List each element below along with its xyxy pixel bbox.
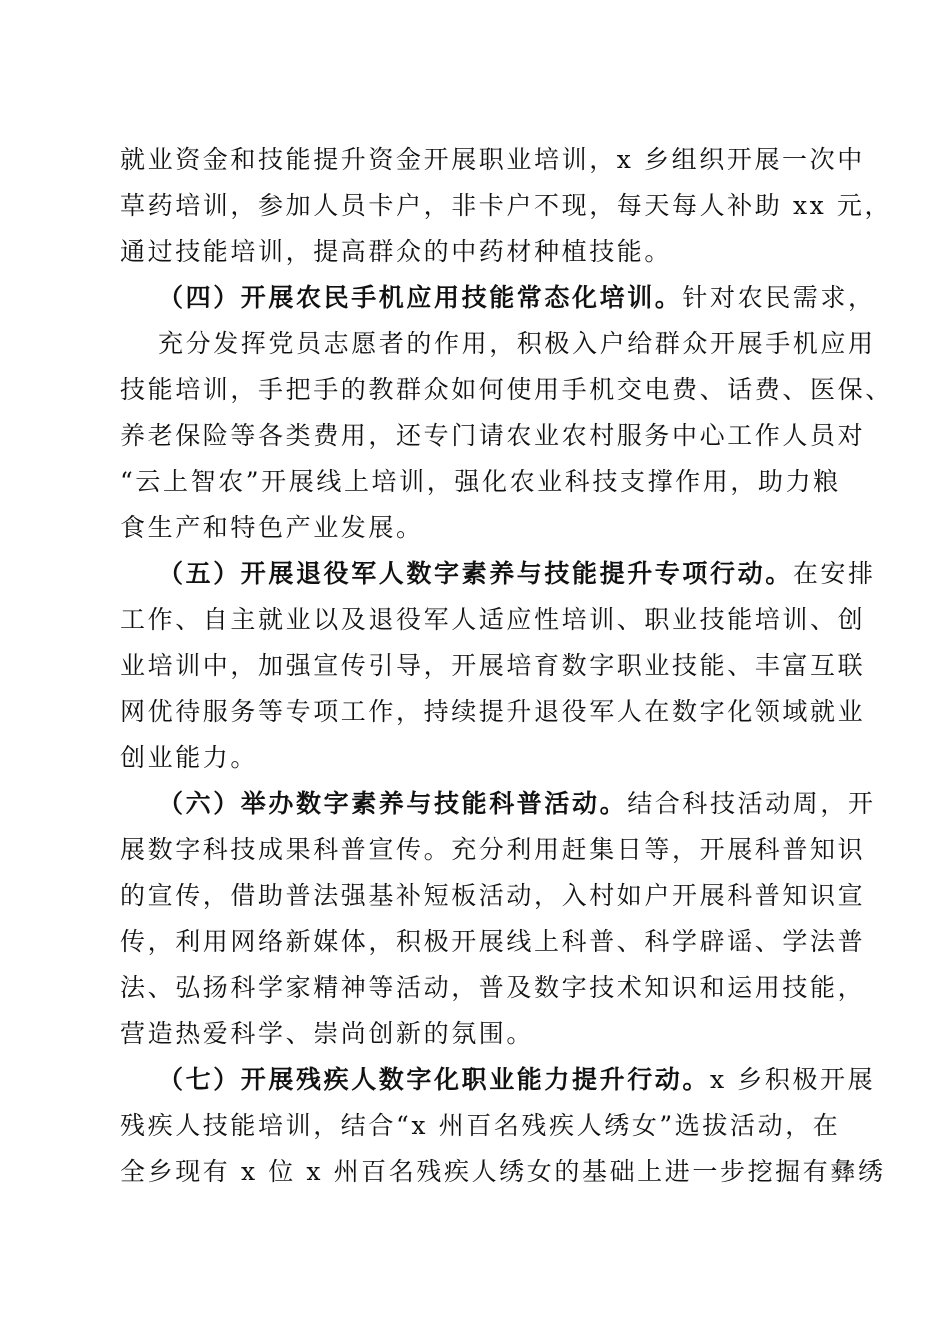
body-line: 通过技能培训，提高群众的中药材种植技能。 (120, 237, 673, 266)
body-line: 营造热爱科学、崇尚创新的氛围。 (120, 1019, 535, 1048)
body-line: 养老保险等各类费用，还专门请农业农村服务中心工作人员对 (120, 421, 866, 450)
body-line: 草药培训，参加人员卡户，非卡户不现，每天每人补助 xx 元， (120, 191, 893, 220)
section-heading-line: （四）开展农民手机应用技能常态化培训。针对农民需求， (158, 283, 876, 312)
section-heading-line: （五）开展退役军人数字素养与技能提升专项行动。在安排 (158, 559, 876, 588)
section-heading-line: （六）举办数字素养与技能科普活动。结合科技活动周，开 (158, 789, 876, 818)
section-heading: （五）开展退役军人数字素养与技能提升专项行动。 (158, 559, 793, 588)
body-line: 全乡现有 x 位 x 州百名残疾人绣女的基础上进一步挖掘有彝绣 (120, 1157, 886, 1186)
body-line: 充分发挥党员志愿者的作用，积极入户给群众开展手机应用 (158, 329, 876, 358)
body-line: “云上智农”开展线上培训，强化农业科技支撑作用，助力粮 (120, 467, 841, 496)
body-line: 展数字科技成果科普宣传。充分利用赶集日等，开展科普知识 (120, 835, 866, 864)
body-line: 创业能力。 (120, 743, 259, 772)
body-line: 业培训中，加强宣传引导，开展培育数字职业技能、丰富互联 (120, 651, 866, 680)
body-line: 法、弘扬科学家精神等活动，普及数字技术知识和运用技能， (120, 973, 866, 1002)
body-line: 就业资金和技能提升资金开展职业培训，x 乡组织开展一次中 (120, 145, 865, 174)
body-line: 的宣传，借助普法强基补短板活动，入村如户开展科普知识宣 (120, 881, 866, 910)
body-line: 食生产和特色产业发展。 (120, 513, 424, 542)
section-heading: （六）举办数字素养与技能科普活动。 (158, 789, 628, 818)
section-heading-line: （七）开展残疾人数字化职业能力提升行动。x 乡积极开展 (158, 1065, 876, 1094)
body-line: 残疾人技能培训，结合“x 州百名残疾人绣女”选拔活动，在 (120, 1111, 841, 1140)
section-heading: （七）开展残疾人数字化职业能力提升行动。 (158, 1065, 711, 1094)
section-heading: （四）开展农民手机应用技能常态化培训。 (158, 283, 683, 312)
body-line: 工作、自主就业以及退役军人适应性培训、职业技能培训、创 (120, 605, 866, 634)
body-line: 传，利用网络新媒体，积极开展线上科普、科学辟谣、学法普 (120, 927, 866, 956)
body-line: 技能培训，手把手的教群众如何使用手机交电费、话费、医保、 (120, 375, 893, 404)
body-line: 网优待服务等专项工作，持续提升退役军人在数字化领域就业 (120, 697, 866, 726)
